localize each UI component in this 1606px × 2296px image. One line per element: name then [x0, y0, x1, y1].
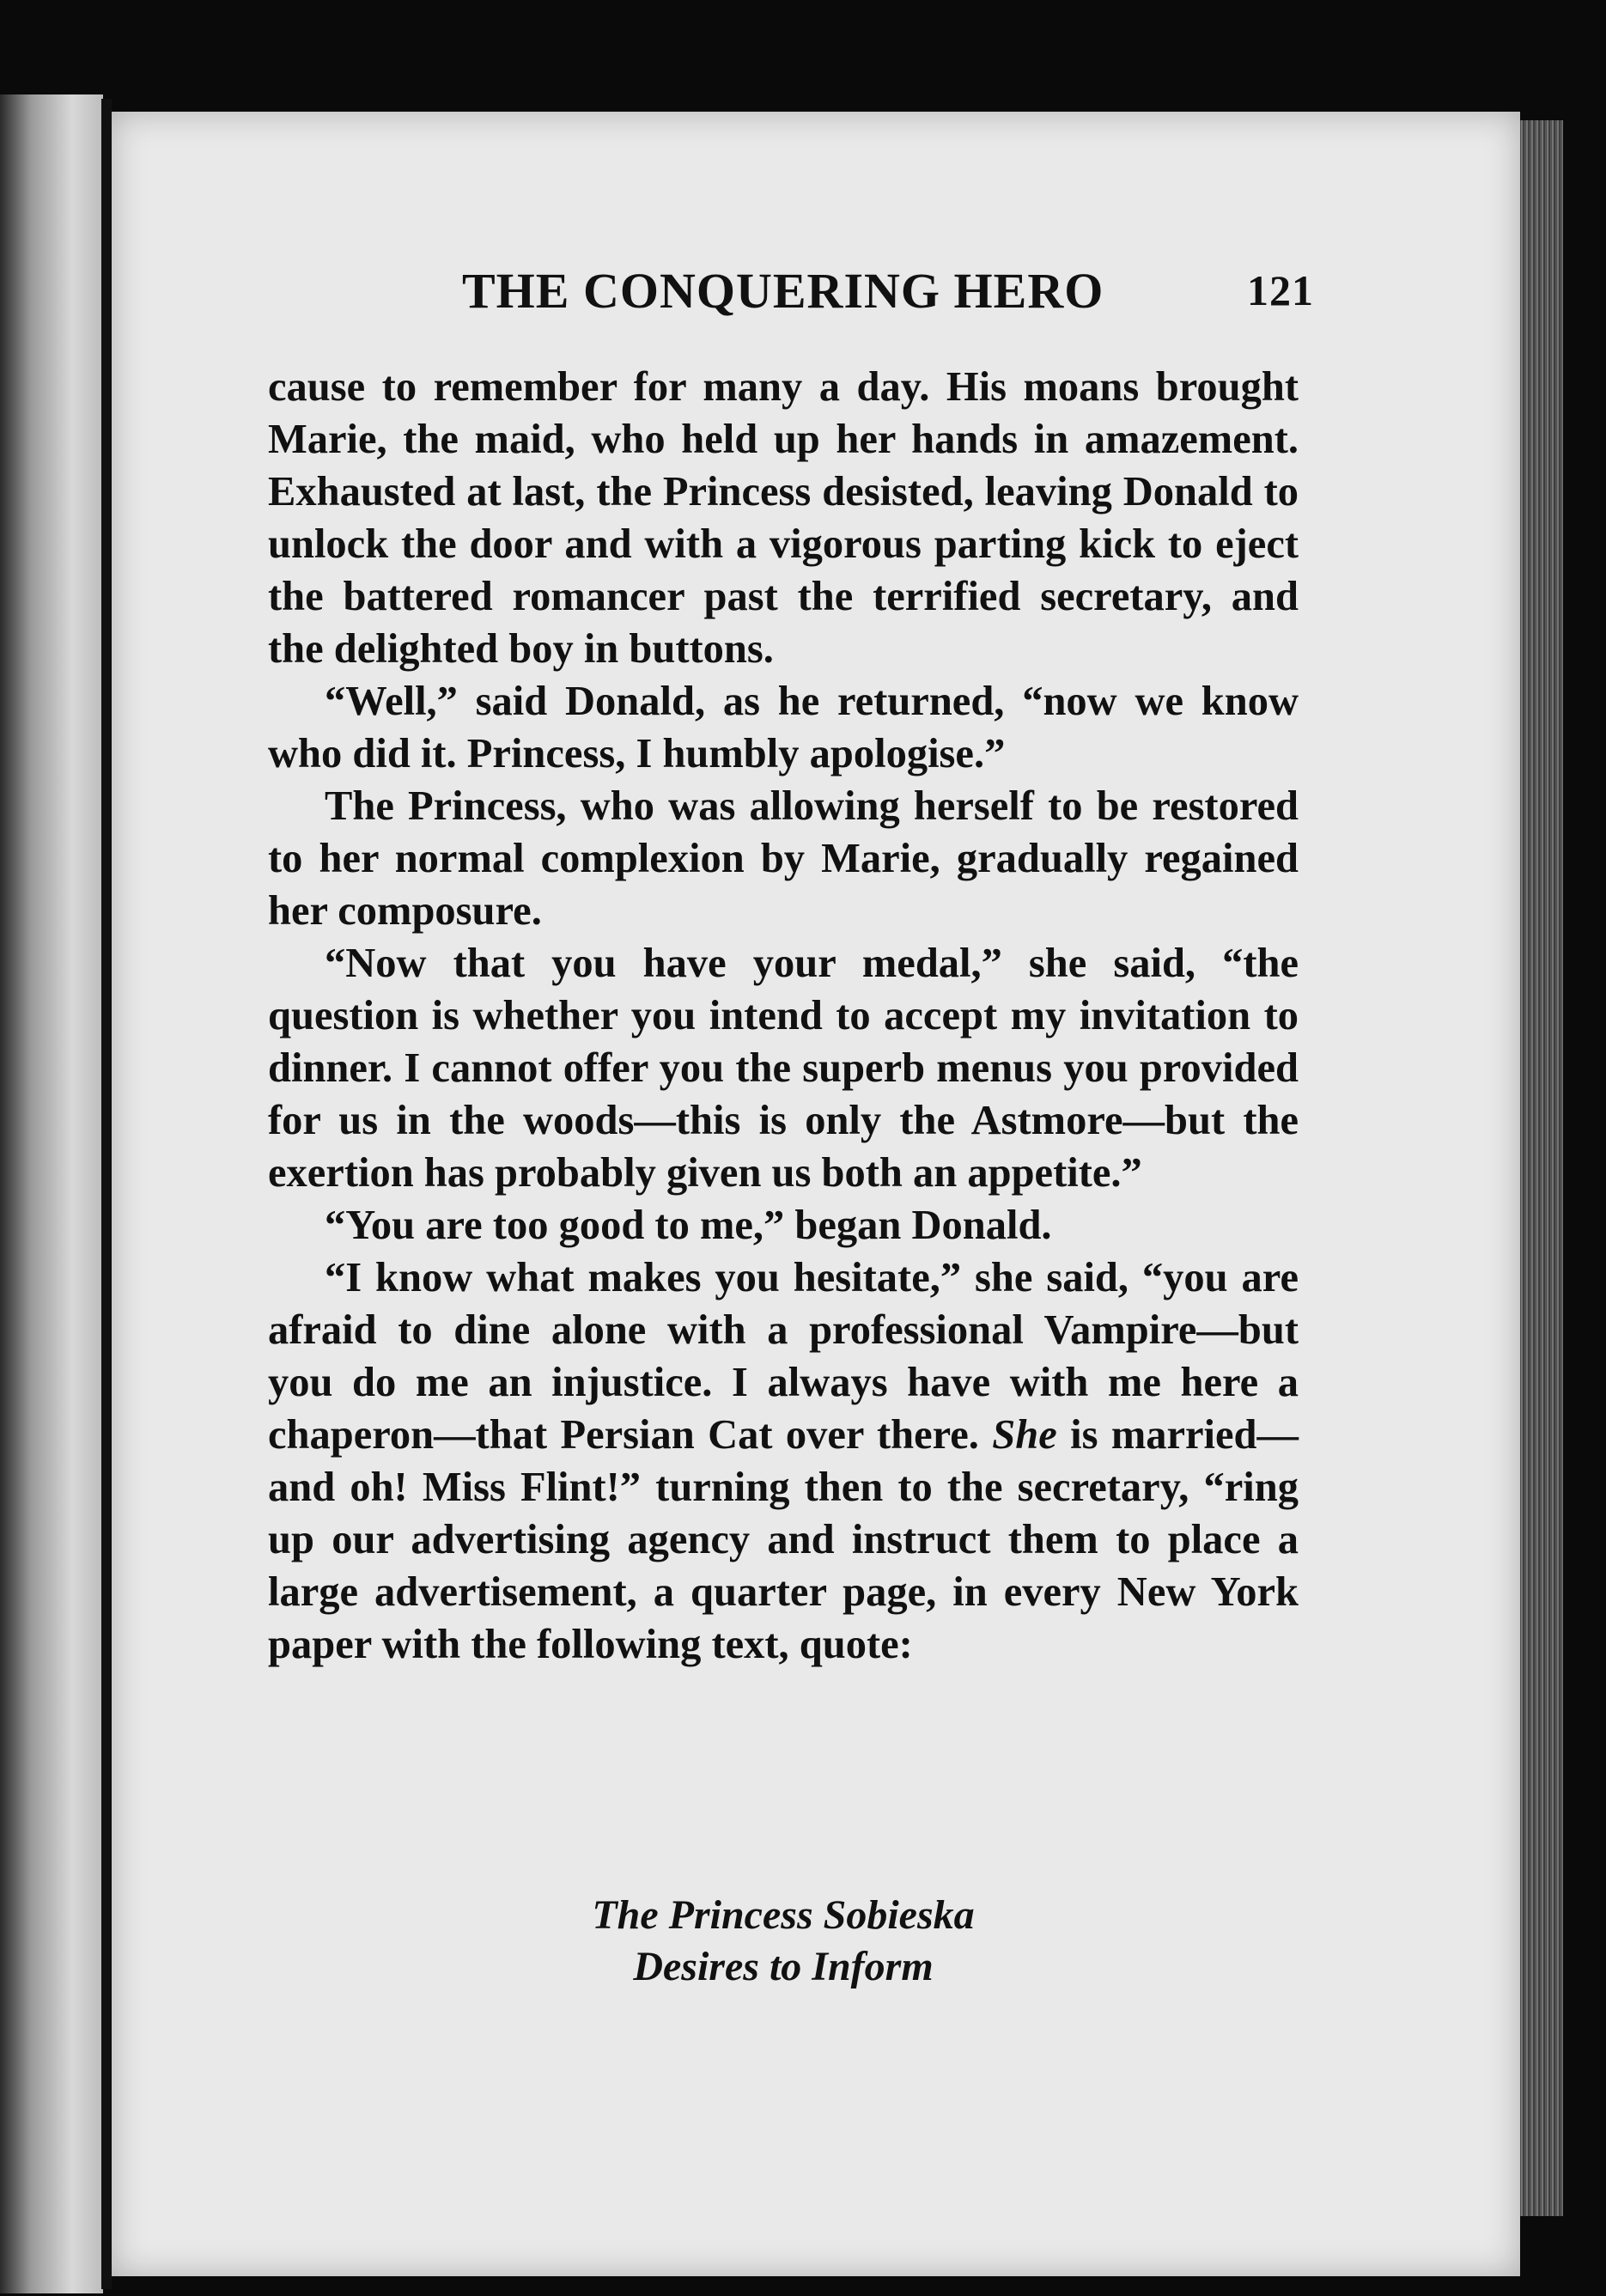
emphasis-text: She — [992, 1412, 1057, 1458]
paragraph: The Princess, who was allowing herself to be restored to her normal complexion by Marie, gradually regained her composure. — [268, 783, 1299, 934]
paragraph: “Well,” said Donald, as he returned, “now we know who did it. Princess, I humbly apologise.” — [268, 679, 1299, 776]
page-header — [258, 262, 1314, 331]
paragraph: “Now that you have your medal,” she said, “the question is whether you intend to accept my invitation to dinner. I cannot offer you the superb menus you provided for us in the woods—this is only the Astmore—but the exertion has probably given us both an appetite.” — [268, 941, 1299, 1196]
paragraph: “You are too good to me,” began Donald. — [325, 1203, 1052, 1248]
paragraph-text: is married—and oh! Miss Flint!” turning then to the secretary, “ring up our advertising agency and instruct them to place a large advertisement, a quarter page, in every New York paper with the following text, quote: — [268, 1412, 1299, 1667]
verse-line: The Princess Sobieska — [592, 1892, 975, 1938]
book-gutter — [101, 99, 112, 2289]
running-title: THE CONQUERING HERO — [462, 263, 1104, 319]
quoted-verse — [268, 1890, 1299, 1993]
facing-page-edge — [0, 94, 103, 2293]
paragraph: cause to remember for many a day. His moans brought Marie, the maid, who held up her hands in amazement. Exhausted at last, the Princess desisted, leaving Donald to unlock the door and with a vigorous parting kick to eject the battered romancer past the terrified secretary, and the delighted boy in buttons. — [268, 364, 1299, 672]
verse-line: Desires to Inform — [633, 1944, 934, 1989]
paragraph-text: “I know what makes you hesitate,” she said, “you are afraid to dine alone with a professional Vampire—but you do me an injustice. I always have with me here a chaperon—that Persian Cat over there. — [268, 1255, 1299, 1458]
body-text — [268, 361, 1299, 1671]
page-block-edges — [1520, 120, 1563, 2216]
page-number: 121 — [1247, 266, 1314, 314]
paragraph — [268, 1252, 1299, 1671]
